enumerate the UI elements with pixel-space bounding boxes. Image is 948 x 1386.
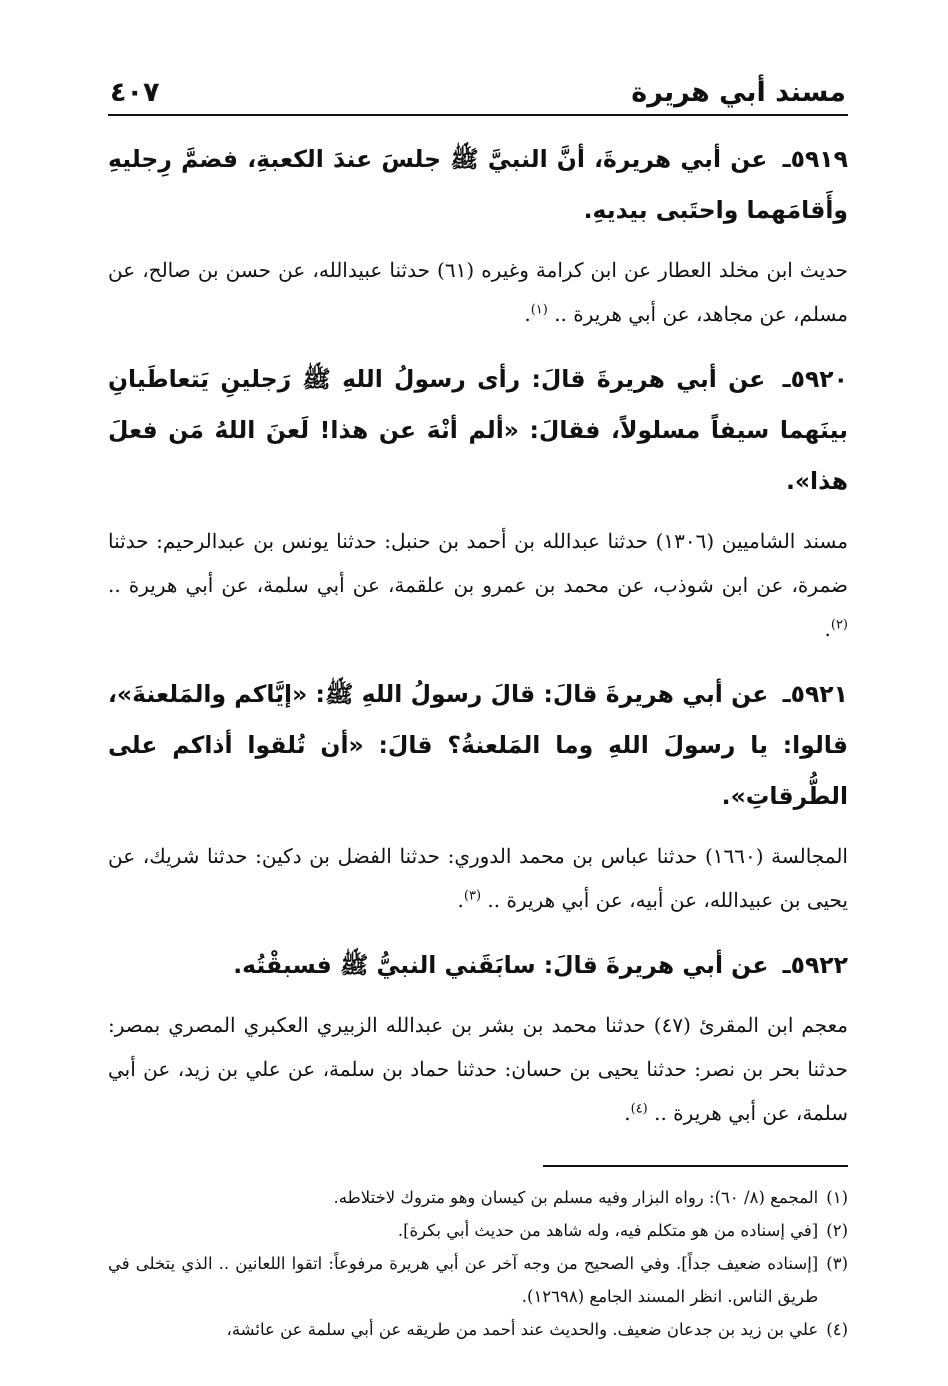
footnote-text: علي بن زيد بن جدعان ضعيف. والحديث عند أحمد من طريقه عن أبي سلمة عن عائشة، xyxy=(226,1320,819,1339)
footnote-reference[interactable]: (٣) xyxy=(463,888,482,904)
footnote-text: [في إسناده من هو متكلم فيه، وله شاهد من حديث أبي بكرة]. xyxy=(397,1221,819,1240)
hadith-text xyxy=(108,940,848,991)
footnote-number: (٢) xyxy=(826,1221,848,1240)
footnote-text: [إسناده ضعيف جداً]. وفي الصحيح من وجه آخر عن أبي هريرة مرفوعاً: اتقوا اللعانين .. الذي يتخلى في طريق الناس. انظر المسند الجامع (١٢٦٩٨). xyxy=(108,1254,819,1306)
hadith-body: عن أبي هريرةَ قالَ: رأى رسولُ اللهِ ﷺ رَجلينِ يَتعاطَيانِ بينَهما سيفاً مسلولاً، فقالَ: «ألم أنْهَ عن هذا! لَعنَ اللهُ مَن فعلَ هذا». xyxy=(108,365,848,495)
hadith-source: معجم ابن المقرئ (٤٧) حدثنا محمد بن بشر بن عبدالله الزبيري العكبري المصري بمصر: حدثنا بحر بن نصر: حدثنا يحيى بن حسان: حدثنا حماد بن سلمة، عن علي بن زيد، عن أبي سلمة، عن أبي هريرة .. $^{(٤)}$. xyxy=(108,1013,849,1125)
footnotes xyxy=(108,1181,848,1346)
hadith-text xyxy=(108,134,848,236)
source-text: حديث ابن مخلد العطار عن ابن كرامة وغيره (٦١) حدثنا عبيدالله، عن حسن بن صالح، عن مسلم، عن مجاهد، عن أبي هريرة .. xyxy=(108,258,848,326)
running-header xyxy=(108,68,848,116)
source-text: معجم ابن المقرئ (٤٧) حدثنا محمد بن بشر بن عبدالله الزبيري العكبري المصري بمصر: حدثنا بحر بن نصر: حدثنا يحيى بن حسان: حدثنا حماد بن سلمة، عن علي بن زيد، عن أبي سلمة، عن أبي هريرة .. xyxy=(108,1013,849,1125)
footnote-number: (٤) xyxy=(826,1320,848,1339)
hadith-text xyxy=(108,669,848,822)
footnote-reference[interactable]: (٤) xyxy=(630,1101,648,1117)
hadith-number: ٥٩١٩ـ xyxy=(782,145,848,173)
running-title: مسند أبي هريرة xyxy=(631,77,846,108)
hadith-number: ٥٩٢٠ـ xyxy=(782,365,848,393)
footnote xyxy=(108,1313,848,1346)
hadith-body: عن أبي هريرةَ قالَ: سابَقَني النبيُّ ﷺ فسبقْتُه. xyxy=(233,951,769,979)
hadith-entry xyxy=(108,940,848,1135)
footnote-reference[interactable]: (٢) xyxy=(830,617,848,633)
footnote xyxy=(108,1247,848,1313)
hadith-source: حديث ابن مخلد العطار عن ابن كرامة وغيره (٦١) حدثنا عبيدالله، عن حسن بن صالح، عن مسلم، عن مجاهد، عن أبي هريرة .. $^{(١)}$. xyxy=(108,258,848,326)
footnote xyxy=(108,1214,848,1247)
hadith-source: مسند الشاميين (١٣٠٦) حدثنا عبدالله بن أحمد بن حنبل: حدثنا يونس بن عبدالرحيم: حدثنا ضمرة، عن ابن شوذب، عن محمد بن عمرو بن علقمة، عن أبي سلمة، عن أبي هريرة .. $^{(٢)}$. xyxy=(108,529,848,641)
hadith-body: عن أبي هريرةَ، أنَّ النبيَّ ﷺ جلسَ عندَ الكعبةِ، فضمَّ رِجليهِ وأَقامَهما واحتَبى بيديهِ. xyxy=(108,145,848,224)
footnote-divider xyxy=(543,1165,848,1167)
hadith-entry xyxy=(108,354,848,651)
hadith-entry xyxy=(108,134,848,336)
footnote-number: (١) xyxy=(826,1188,848,1207)
hadith-body: عن أبي هريرةَ قالَ: قالَ رسولُ اللهِ ﷺ: «إيَّاكم والمَلعنةَ»، قالوا: يا رسولَ اللهِ وما المَلعنةُ؟ قالَ: «أن تُلقوا أذاكم على الطُّرقاتِ». xyxy=(108,680,848,810)
hadith-number: ٥٩٢١ـ xyxy=(782,680,848,708)
footnote xyxy=(108,1181,848,1214)
page-number: ٤٠٧ xyxy=(110,77,160,108)
hadith-number: ٥٩٢٢ـ xyxy=(782,951,848,979)
source-text: المجالسة (١٦٦٠) حدثنا عباس بن محمد الدوري: حدثنا الفضل بن دكين: حدثنا شريك، عن يحيى بن عبيدالله، عن أبيه، عن أبي هريرة .. xyxy=(108,844,848,912)
hadith-source: المجالسة (١٦٦٠) حدثنا عباس بن محمد الدوري: حدثنا الفضل بن دكين: حدثنا شريك، عن يحيى بن عبيدالله، عن أبيه، عن أبي هريرة .. $^{(٣)}$. xyxy=(108,844,848,912)
footnote-text: المجمع (٨/ ٦٠): رواه البزار وفيه مسلم بن كيسان وهو متروك لاختلاطه. xyxy=(333,1188,819,1207)
footnote-number: (٣) xyxy=(826,1254,848,1273)
hadith-entry xyxy=(108,669,848,922)
source-text: مسند الشاميين (١٣٠٦) حدثنا عبدالله بن أحمد بن حنبل: حدثنا يونس بن عبدالرحيم: حدثنا ضمرة، عن ابن شوذب، عن محمد بن عمرو بن علقمة، عن أبي سلمة، عن أبي هريرة .. xyxy=(108,529,848,597)
hadith-text xyxy=(108,354,848,507)
book-page xyxy=(108,68,848,1346)
footnote-reference[interactable]: (١) xyxy=(530,302,548,318)
